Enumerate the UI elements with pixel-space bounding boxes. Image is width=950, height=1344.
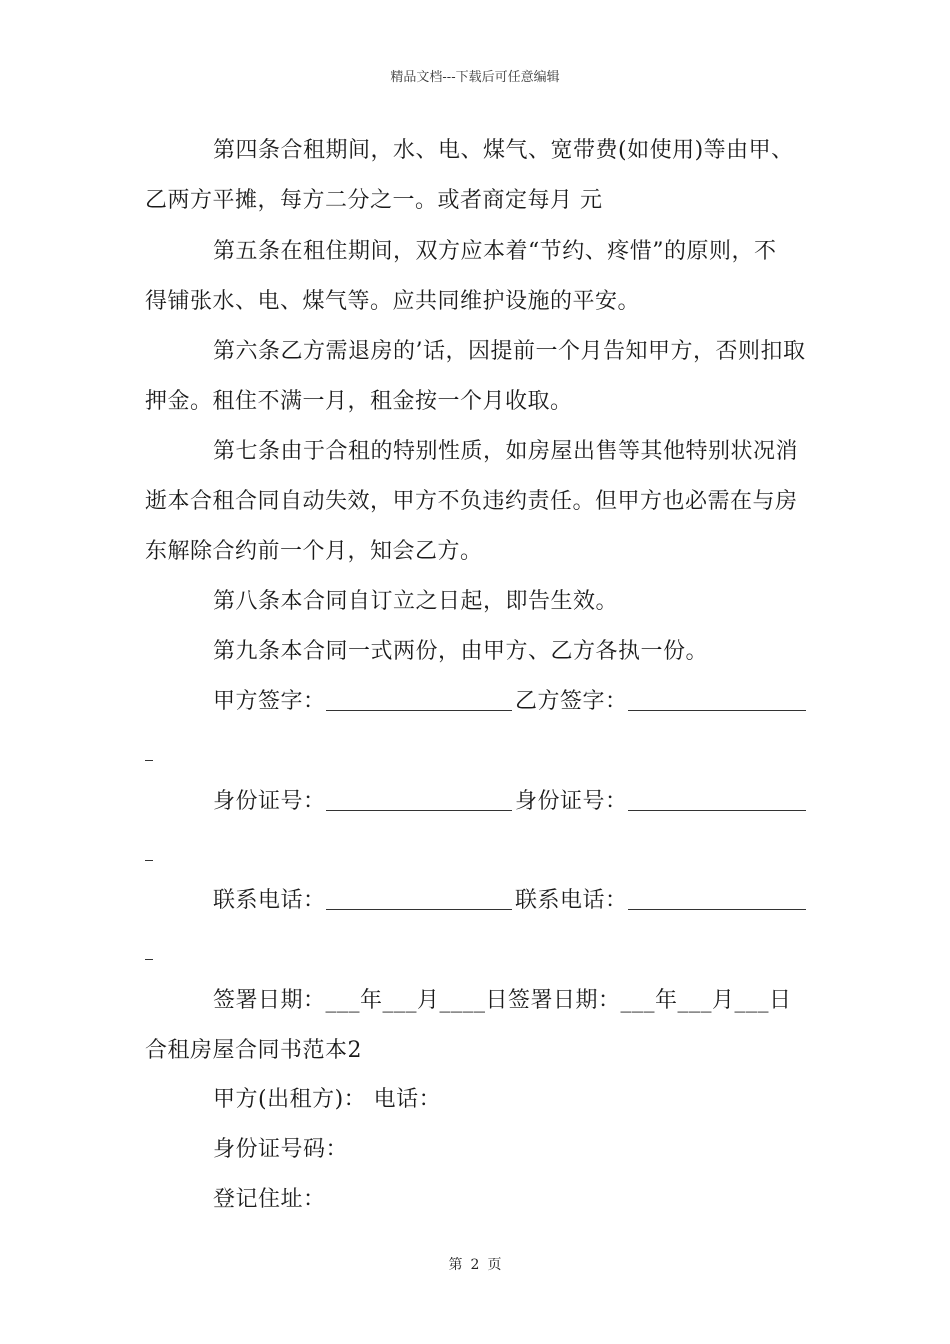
page-number: 2 — [470, 1257, 480, 1273]
page-number-prefix: 第 — [448, 1257, 463, 1273]
clause-7-line-3: 东解除合约前一个月，知会乙方。 — [145, 539, 483, 564]
party-b-id-blank — [628, 810, 806, 811]
lessor-line: 甲方(出租方)： 电话： — [213, 1087, 442, 1112]
party-b-phone-blank-wrap — [145, 959, 153, 960]
clause-5-line-1: 第五条在租住期间，双方应本着“节约、疼惜”的原则，不 — [213, 239, 777, 264]
clause-9: 第九条本合同一式两份，由甲方、乙方各执一份。 — [213, 639, 709, 664]
clause-6-line-2: 押金。租住不满一月，租金按一个月收取。 — [145, 389, 573, 414]
clause-5-line-2: 得铺张水、电、煤气等。应共同维护设施的平安。 — [145, 289, 641, 314]
id-number-line: 身份证号码： — [213, 1137, 349, 1162]
party-b-phone-label: 联系电话： — [515, 888, 628, 913]
page-number-suffix: 页 — [487, 1257, 502, 1273]
party-b-id-label: 身份证号： — [515, 789, 628, 814]
party-b-phone-blank — [628, 909, 806, 910]
party-a-phone-blank — [326, 909, 512, 910]
party-a-phone-label: 联系电话： — [213, 888, 326, 913]
clause-7-line-2: 逝本合租合同自动失效，甲方不负违约责任。但甲方也必需在与房 — [145, 489, 798, 514]
clause-4-line-2: 乙两方平摊，每方二分之一。或者商定每月 元 — [145, 188, 603, 213]
clause-4-line-1: 第四条合租期间，水、电、煤气、宽带费(如使用)等由甲、 — [213, 138, 794, 163]
clause-6-line-1: 第六条乙方需退房的’话，因提前一个月告知甲方，否则扣取 — [213, 339, 806, 364]
party-a-sign-blank — [326, 710, 512, 711]
clause-8: 第八条本合同自订立之日起，即告生效。 — [213, 589, 619, 614]
page-footer — [0, 1254, 950, 1274]
signing-date-line: 签署日期：___年___月____日签署日期：___年___月___日 — [213, 988, 792, 1013]
party-b-sign-blank-wrap — [145, 760, 153, 761]
clause-7-line-1: 第七条由于合租的特别性质，如房屋出售等其他特别状况消 — [213, 439, 799, 464]
page-header: 精品文档---下载后可任意编辑 — [390, 70, 560, 85]
party-b-sign-blank — [628, 710, 806, 711]
address-line: 登记住址： — [213, 1187, 326, 1212]
party-a-sign-label: 甲方签字： — [213, 689, 326, 714]
party-a-id-label: 身份证号： — [213, 789, 326, 814]
party-a-id-blank — [326, 810, 512, 811]
party-b-sign-label: 乙方签字： — [515, 689, 628, 714]
section-2-title: 合租房屋合同书范本2 — [145, 1038, 362, 1063]
party-b-id-blank-wrap — [145, 860, 153, 861]
